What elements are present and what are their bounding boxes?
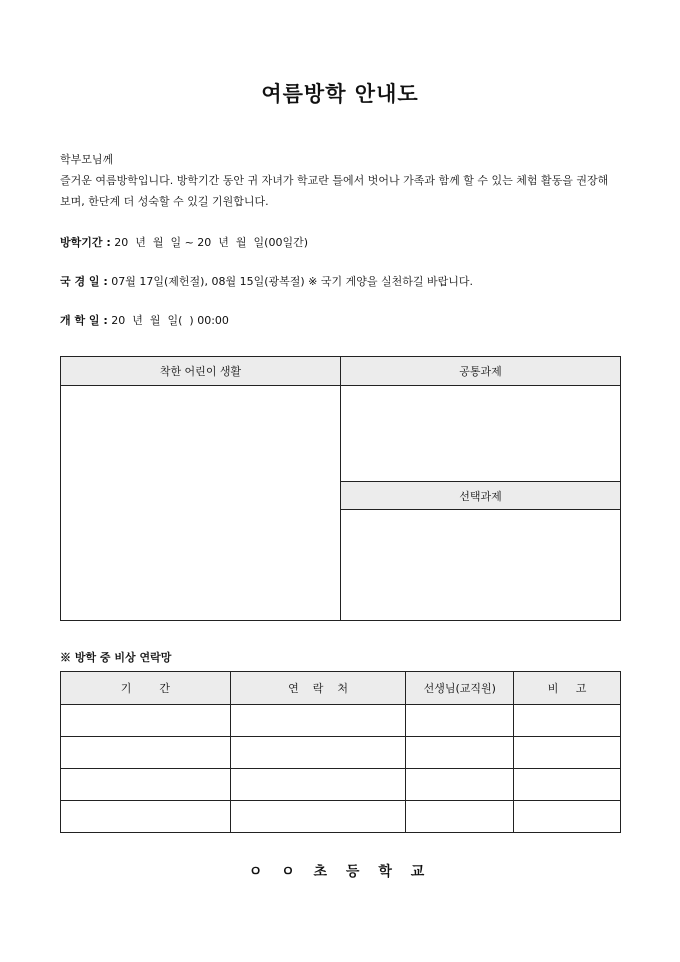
holidays-note: ※ 국기 게양을 실천하길 바랍니다. [308,275,474,288]
contact-column-header: 연 락 처 [230,672,406,705]
remarks-cell[interactable] [514,737,621,769]
teacher-cell[interactable] [406,801,514,833]
remarks-cell[interactable] [514,705,621,737]
good-life-area[interactable] [61,386,340,620]
good-life-header: 착한 어린이 생활 [61,357,340,386]
intro-paragraph: 즐거운 여름방학입니다. 방학기간 동안 귀 자녀가 학교란 틀에서 벗어나 가족과 함께 할 수 있는 체험 활동을 권장해 보며, 한단계 더 성숙할 수 있길 기원합니다. [60,174,609,208]
elective-task-header: 선택과제 [341,481,620,510]
elective-task-area[interactable] [341,510,620,620]
vacation-period-label: 방학기간 : [60,236,111,249]
contact-cell[interactable] [230,801,406,833]
contact-cell[interactable] [230,769,406,801]
remarks-cell[interactable] [514,801,621,833]
holidays-label: 국 경 일 : [60,275,108,288]
table-row [61,801,621,833]
good-life-column [61,357,341,620]
contact-section-title: ※ 방학 중 비상 연락망 [60,651,172,664]
school-opening-value: 20 년 월 일( ) 00:00 [111,314,229,327]
contact-table [60,671,621,833]
teacher-column-header: 선생님(교직원) [406,672,514,705]
teacher-cell[interactable] [406,737,514,769]
school-name: ㅇ ㅇ 초 등 학 교 [248,864,432,880]
common-task-header: 공통과제 [341,357,620,386]
task-column [341,357,620,620]
page-title: 여름방학 안내도 [261,81,419,106]
table-row [61,705,621,737]
table-row [61,737,621,769]
school-opening-label: 개 학 일 : [60,314,108,327]
period-cell[interactable] [61,737,231,769]
holidays-value: 07월 17일(제헌절), 08월 15일(광복절) [111,275,305,288]
tasks-box [60,356,621,621]
contact-header-row [61,672,621,705]
teacher-cell[interactable] [406,769,514,801]
table-row [61,769,621,801]
remarks-column-header: 비 고 [514,672,621,705]
greeting: 학부모님께 [60,153,114,166]
period-column-header: 기 간 [61,672,231,705]
period-cell[interactable] [61,769,231,801]
holidays-line [60,275,473,289]
contact-cell[interactable] [230,737,406,769]
period-cell[interactable] [61,705,231,737]
vacation-period-value: 20 년 월 일 ~ 20 년 월 일(00일간) [114,236,308,249]
school-opening-line [60,314,229,328]
contact-cell[interactable] [230,705,406,737]
remarks-cell[interactable] [514,769,621,801]
vacation-period-line [60,236,308,250]
teacher-cell[interactable] [406,705,514,737]
period-cell[interactable] [61,801,231,833]
common-task-area[interactable] [341,386,620,481]
